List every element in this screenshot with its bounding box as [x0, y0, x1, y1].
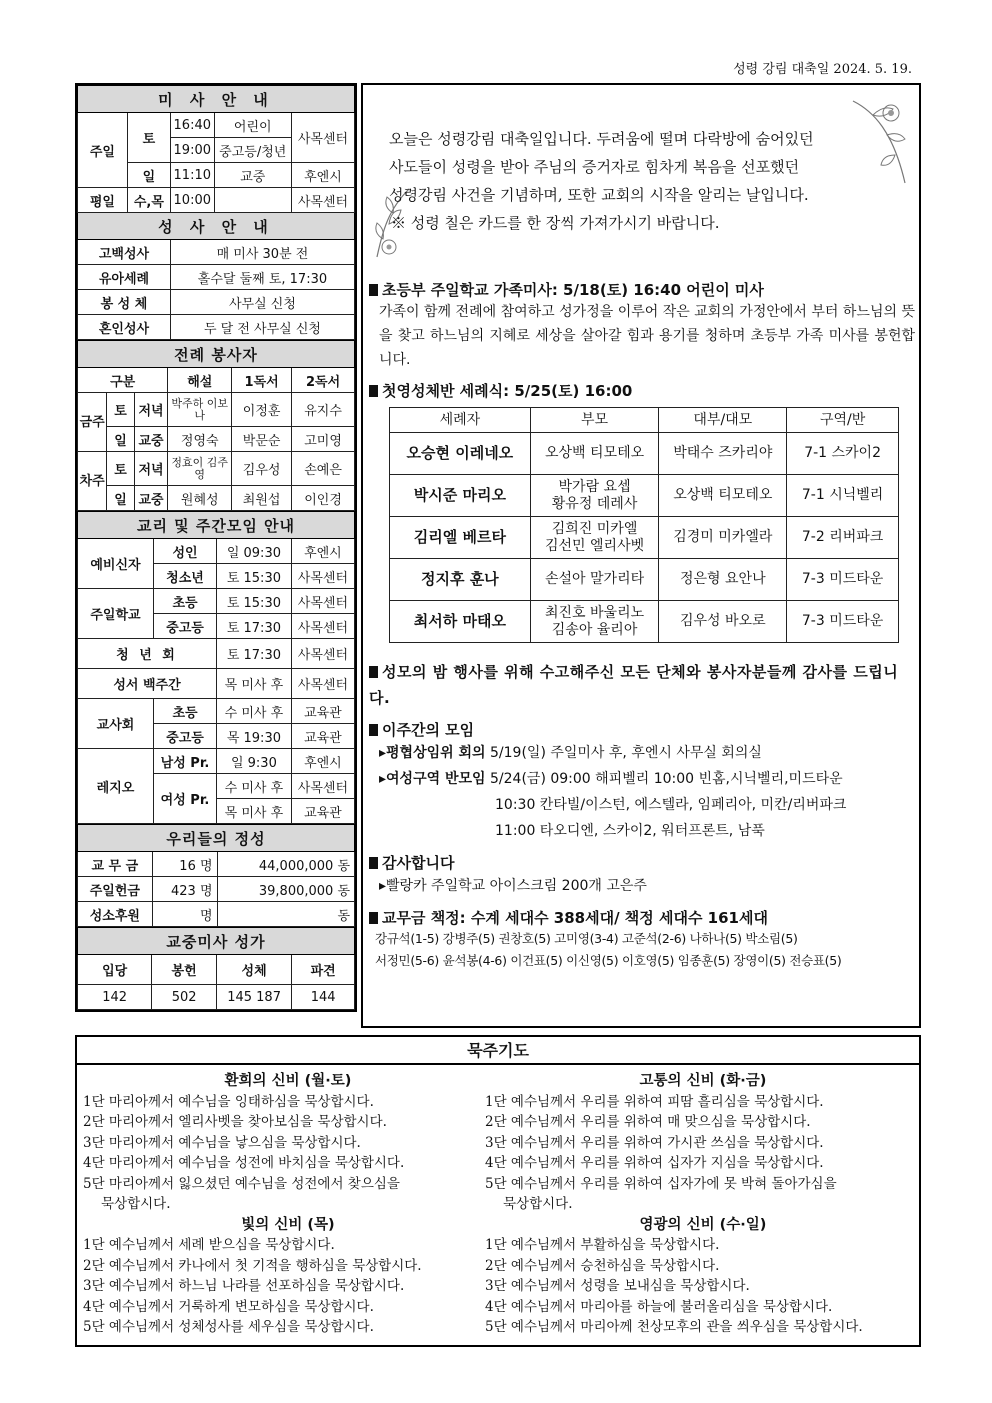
baptism-parents: 오상백 티모테오: [530, 433, 659, 475]
meeting-place: 후엔시: [291, 749, 354, 774]
baptism-name: 오승현 이레네오: [390, 433, 531, 475]
server-commentator: 정효이 김주영: [168, 452, 232, 486]
meeting-place: 사목센터: [291, 774, 354, 799]
meeting-time: 수 미사 후: [217, 774, 292, 799]
mass-sat: 토: [127, 113, 170, 163]
meeting-sub: 초등: [154, 589, 217, 614]
baptism-godparent: 김경미 미카엘라: [659, 517, 787, 559]
section-heading: [369, 380, 915, 401]
rosary-left-column: 환희의 신비 (월·토) 1단 마리아께서 예수님을 잉태하심을 묵상합시다. 2단 마리아께서 엘리사벳을 찾아보심을 묵상합시다. 3단 마리아께서 예수님을 낳으심을 묵상합시다. 4단 마리아께서 예수님을 성전에 바치심을 묵상합시다. 5단 마리아께서 잃으셨던 예수님을 성전에서 찾으심을 묵상합시다. 빛의 신비 (목) 1단 예수님께서 세례 받으심을 묵상합시다. 2단 예수님께서 카나에서 첫 기적을 행하심을 묵상합시다. 3단 예수님께서 하느님 나라를 선포하심을 묵상합시다. 4단 예수님께서 거룩하게 변모하심을 묵상합시다. 5단 예수님께서 성체성사를 세우심을 묵상합시다.: [83, 1071, 493, 1338]
mass-who: 중고등/청년: [214, 138, 291, 163]
servers-header: 2독서: [292, 368, 355, 393]
servers-title: 전례 봉사자: [78, 341, 355, 368]
meeting-place: 사목센터: [291, 564, 354, 589]
meeting-time: 토 15:30: [217, 589, 292, 614]
baptism-parents: 최진호 바울리노 김송아 율리아: [530, 601, 659, 643]
meeting-group: 예비신자: [78, 539, 154, 589]
server-mass: 저녁: [134, 452, 168, 486]
server-day: 토: [107, 452, 134, 486]
offering-key: 교 무 금: [78, 852, 153, 877]
thanks-mary-night: 성모의 밤 행사를 위해 수고해주신 모든 단체와 봉사자분들께 감사를 드립니다.: [369, 663, 899, 707]
meeting-time: 토 17:30: [217, 639, 292, 669]
baptism-region: 7-1 시닉벨리: [787, 475, 899, 517]
issue-date: 성령 강림 대축일 2024. 5. 19.: [733, 62, 912, 77]
meeting-group: 레지오: [78, 749, 154, 824]
server-reader1: 박문순: [232, 427, 292, 452]
meeting-place: 사목센터: [291, 639, 354, 669]
mass-sun: 일: [127, 163, 170, 188]
tithe-heading: 교무금 책정: 수계 세대수 388세대/ 책정 세대수 161세대: [382, 909, 768, 927]
servers-header: 해설: [168, 368, 232, 393]
offering-count: 16 명: [152, 852, 217, 877]
offering-count: 423 명: [152, 877, 217, 902]
baptism-header: 대부/대모: [659, 408, 787, 433]
server-commentator: 박주하 이보나: [168, 393, 232, 427]
meeting-item: ▸여성구역 반모임 5/24(금) 09:00 해피벨리 10:00 빈홈,시닉벨리,미드타운: [379, 771, 843, 787]
server-commentator: 정영숙: [168, 427, 232, 452]
hymn-number: 502: [152, 985, 217, 1010]
meeting-place: 사목센터: [291, 614, 354, 639]
sacrament-key: 혼인성사: [78, 315, 171, 340]
sacrament-title: 성 사 안 내: [78, 213, 355, 240]
baptism-godparent: 박태수 즈카리야: [659, 433, 787, 475]
meeting-group: 교사회: [78, 699, 154, 749]
mass-time: 11:10: [170, 163, 214, 188]
meeting-sub: 여성 Pr.: [154, 774, 217, 824]
sacrament-key: 유아세례: [78, 265, 171, 290]
family-mass-title: 초등부 주일학교 가족미사: 5/18(토) 16:40 어린이 미사: [382, 281, 764, 299]
meeting-sub: 초등: [154, 699, 217, 724]
meeting-group: 주일학교: [78, 589, 154, 639]
offering-table: [77, 824, 355, 927]
meeting-place: 후엔시: [291, 539, 354, 564]
intro-line: 오늘은 성령강림 대축일입니다. 두려움에 떨며 다락방에 숨어있던: [389, 130, 814, 148]
servers-header: 구분: [78, 368, 168, 393]
offering-amount: 39,800,000 동: [217, 877, 354, 902]
mass-time: 10:00: [170, 188, 214, 213]
server-reader1: 최원섭: [232, 486, 292, 511]
hymn-number: 144: [292, 985, 355, 1010]
sacrament-key: 봉 성 체: [78, 290, 171, 315]
baptism-region: 7-3 미드타운: [787, 559, 899, 601]
hymn-number: 145 187: [216, 985, 291, 1010]
meeting-item-cont: 11:00 타오디엔, 스카이2, 워터프론트, 남푹: [495, 823, 765, 839]
meeting-place: 교육관: [291, 724, 354, 749]
meeting-item: ▸평협상임위 회의 5/19(일) 주일미사 후, 후엔시 사무실 회의실: [379, 745, 762, 761]
sacrament-value: 사무실 신청: [170, 290, 354, 315]
baptism-parents: 손설아 말가리타: [530, 559, 659, 601]
server-day: 일: [107, 486, 134, 511]
meeting-time: 수 미사 후: [217, 699, 292, 724]
hymns-table: [77, 927, 355, 1010]
baptism-parents: 박가람 요셉 황유정 데레사: [530, 475, 659, 517]
meeting-sub: 성인: [154, 539, 217, 564]
meeting-place: 사목센터: [291, 589, 354, 614]
meetings-heading: 이주간의 모임: [382, 721, 475, 739]
server-day: 토: [107, 393, 134, 427]
section-heading: [369, 719, 915, 740]
meeting-time: 일 09:30: [217, 539, 292, 564]
mass-place: 후엔시: [291, 163, 354, 188]
servers-table: [77, 340, 355, 511]
tithe-names: 강규석(1-5) 강병주(5) 권창호(5) 고미영(3-4) 고준석(2-6) 나하나(5) 박소림(5) 서정민(5-6) 윤석봉(4-6) 이건표(5) 이신영(5) 이호영(5) 임종훈(5) 장영이(5) 전승표(5): [375, 931, 842, 968]
servers-header: 1독서: [232, 368, 292, 393]
meeting-place: 교육관: [291, 699, 354, 724]
baptism-region: 7-3 미드타운: [787, 601, 899, 643]
intro-line: 성령강림 사건을 기념하며, 또한 교회의 시작을 알리는 날입니다.: [389, 186, 809, 204]
server-reader1: 김우성: [232, 452, 292, 486]
sacrament-value: 매 미사 30분 전: [170, 240, 354, 265]
meeting-place: 교육관: [291, 799, 354, 824]
baptism-region: 7-2 리버파크: [787, 517, 899, 559]
baptism-title: 첫영성체반 세례식: 5/25(토) 16:00: [382, 382, 633, 400]
server-commentator: 원혜성: [168, 486, 232, 511]
mass-who: 어린이: [214, 113, 291, 138]
baptism-name: 최서하 마태오: [390, 601, 531, 643]
baptism-name: 정지후 훈나: [390, 559, 531, 601]
meeting-item-cont: 10:30 칸타빌/이스턴, 에스텔라, 임페리아, 미칸/리버파크: [495, 797, 847, 813]
baptism-region: 7-1 스카이2: [787, 433, 899, 475]
sacrament-value: 두 달 전 사무실 신청: [170, 315, 354, 340]
thanks-heading: 감사합니다: [382, 854, 455, 872]
offering-key: 성소후원: [78, 902, 153, 927]
hymn-header: 성체: [216, 955, 291, 985]
server-mass: 교중: [134, 486, 168, 511]
section-heading: [369, 907, 915, 928]
mass-time: 16:40: [170, 113, 214, 138]
rosary-box: [75, 1035, 921, 1347]
family-mass-body: 가족이 함께 전례에 참여하고 성가정을 이루어 작은 교회의 가정안에서 부터 하느님의 뜻을 찾고 하느님의 지혜로 세상을 살아갈 힘과 용기를 청하며 초등부 가족 미사를 봉헌합니다.: [379, 304, 915, 368]
mass-sunday: 주일: [78, 113, 128, 188]
baptism-table: [389, 407, 899, 643]
baptism-header: 세례자: [390, 408, 531, 433]
server-mass: 교중: [134, 427, 168, 452]
joyful-heading: 환희의 신비 (월·토): [224, 1073, 352, 1089]
meeting-time: 목 19:30: [217, 724, 292, 749]
hymn-header: 입당: [78, 955, 152, 985]
offering-amount: 44,000,000 동: [217, 852, 354, 877]
glorious-heading: 영광의 신비 (수·일): [639, 1216, 767, 1233]
server-reader2: 손예은: [292, 452, 355, 486]
hymn-header: 봉헌: [152, 955, 217, 985]
server-reader2: 유지수: [292, 393, 355, 427]
next-week-label: 차주: [78, 452, 107, 511]
offering-key: 주일헌금: [78, 877, 153, 902]
mass-who: 교중: [214, 163, 291, 188]
meeting-time: 토 17:30: [217, 614, 292, 639]
meeting-group: 청 년 회: [78, 639, 217, 669]
baptism-godparent: 정은형 요안나: [659, 559, 787, 601]
meeting-time: 목 미사 후: [217, 669, 292, 699]
baptism-header: 부모: [530, 408, 659, 433]
meeting-group: 성서 백주간: [78, 669, 217, 699]
mass-wedthu: 수,목: [127, 188, 170, 213]
thanks-item: ▸빨랑카 주일학교 아이스크림 200개 고은주: [379, 878, 647, 894]
server-reader2: 고미영: [292, 427, 355, 452]
offering-count: 명: [152, 902, 217, 927]
intro-note: ※ 성령 칠은 카드를 한 장씩 가져가시기 바랍니다.: [391, 214, 720, 232]
intro-text: [389, 125, 899, 237]
offering-amount: 동: [217, 902, 354, 927]
meeting-place: 사목센터: [291, 669, 354, 699]
baptism-header: 구역/반: [787, 408, 899, 433]
baptism-godparent: 김우성 바오로: [659, 601, 787, 643]
rosary-right-column: 고통의 신비 (화·금) 1단 예수님께서 우리를 위하여 피땀 흘리심을 묵상합시다. 2단 예수님께서 우리를 위하여 매 맞으심을 묵상합시다. 3단 예수님께서 우리를 위하여 가시관 쓰심을 묵상합시다. 4단 예수님께서 우리를 위하여 십자가 지심을 묵상합시다. 5단 예수님께서 우리를 위하여 십자가에 못 박혀 돌아가심을 묵상합시다. 영광의 신비 (수·일) 1단 예수님께서 부활하심을 묵상합시다. 2단 예수님께서 승천하심을 묵상합시다. 3단 예수님께서 성령을 보내심을 묵상합시다. 4단 예수님께서 마리아를 하늘에 불러올리심을 묵상합시다. 5단 예수님께서 마리아께 천상모후의 관을 씌우심을 묵상합시다.: [485, 1071, 921, 1338]
hymn-header: 파견: [292, 955, 355, 985]
info-table: [77, 85, 355, 340]
mass-place: 사목센터: [291, 188, 354, 213]
meeting-sub: 중고등: [154, 614, 217, 639]
right-news-panel: [361, 83, 921, 1028]
sorrowful-heading: 고통의 신비 (화·금): [639, 1073, 767, 1089]
meeting-time: 토 15:30: [217, 564, 292, 589]
mass-title: 미 사 안 내: [78, 86, 355, 113]
section-heading: [369, 852, 915, 873]
section-heading: [369, 279, 915, 300]
meetings-table: [77, 511, 355, 824]
hymn-number: 142: [78, 985, 152, 1010]
this-week-label: 금주: [78, 393, 107, 452]
server-mass: 저녁: [134, 393, 168, 427]
server-reader1: 이정훈: [232, 393, 292, 427]
offering-title: 우리들의 정성: [78, 825, 355, 852]
meeting-sub: 청소년: [154, 564, 217, 589]
server-reader2: 이인경: [292, 486, 355, 511]
left-info-panel: [75, 83, 357, 1012]
mass-weekday: 평일: [78, 188, 128, 213]
meeting-list: [369, 740, 915, 844]
luminous-heading: 빛의 신비 (목): [241, 1216, 335, 1233]
sacrament-key: 고백성사: [78, 240, 171, 265]
meetings-title: 교리 및 주간모임 안내: [78, 512, 355, 539]
mass-who: [214, 188, 291, 213]
mass-place: 사목센터: [291, 113, 354, 163]
intro-line: 사도들이 성령을 받아 주님의 증거자로 힘차게 복음을 선포했던: [389, 158, 800, 176]
rosary-title: 묵주기도: [77, 1037, 919, 1065]
baptism-godparent: 오상백 티모테오: [659, 475, 787, 517]
meeting-time: 일 9:30: [217, 749, 292, 774]
hymns-title: 교중미사 성가: [78, 928, 355, 955]
baptism-name: 김리엘 베르타: [390, 517, 531, 559]
mass-time: 19:00: [170, 138, 214, 163]
meeting-sub: 남성 Pr.: [154, 749, 217, 774]
server-day: 일: [107, 427, 134, 452]
baptism-name: 박시준 마리오: [390, 475, 531, 517]
meeting-time: 목 미사 후: [217, 799, 292, 824]
sacrament-value: 홀수달 둘째 토, 17:30: [170, 265, 354, 290]
baptism-parents: 김희진 미카엘 김선민 엘리사벳: [530, 517, 659, 559]
section-heading: [369, 659, 915, 711]
meeting-sub: 중고등: [154, 724, 217, 749]
